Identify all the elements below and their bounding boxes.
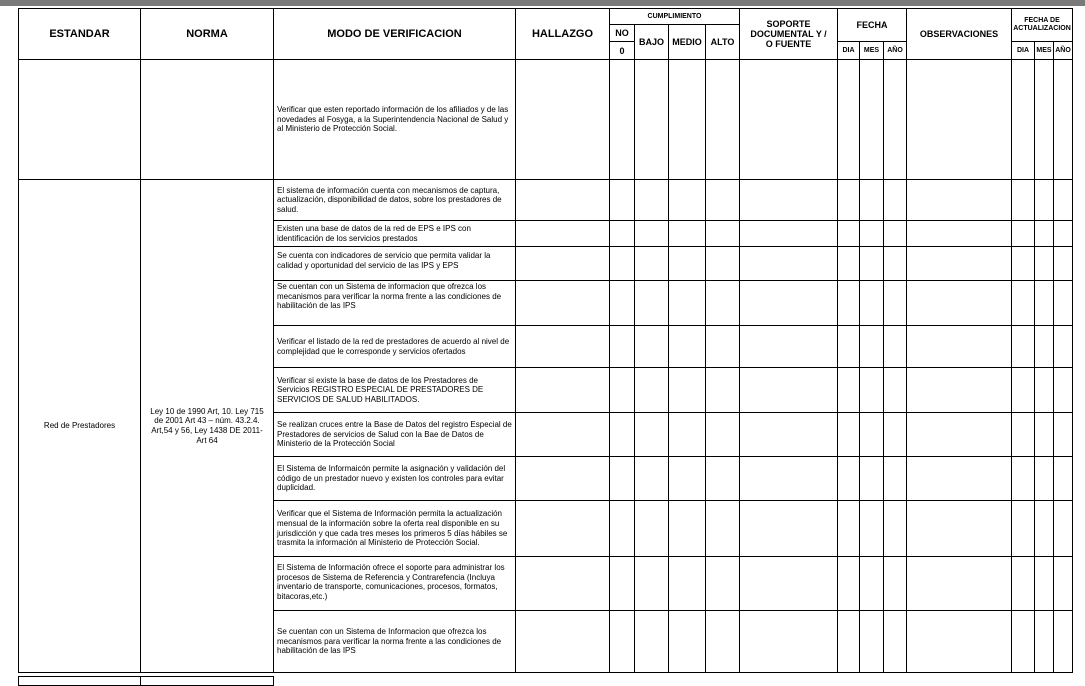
header-fecha: FECHA: [837, 8, 907, 42]
header-bajo: BAJO: [634, 24, 669, 60]
header-soporte-documental: SOPORTE DOCUMENTAL Y / O FUENTE: [739, 8, 838, 60]
header-medio: MEDIO: [668, 24, 706, 60]
header-fecha-mes: MES: [859, 41, 884, 60]
list-item-verification-4: Se cuentan con un Sistema de informacion que ofrezca los mecanismos para verificar la norma frente a las condiciones de habilitación de las IPS: [273, 280, 516, 326]
header-hallazgo: HALLAZGO: [515, 8, 610, 60]
header-fecha-anio: AÑO: [883, 41, 907, 60]
header-cumplimiento: CUMPLIMIENTO: [609, 8, 740, 25]
next-row-estandar-partial: [18, 676, 141, 686]
list-item-verification-5: Verificar el listado de la red de prestadores de acuerdo al nivel de complejidad que le corresponde y servicios ofertados: [273, 325, 516, 368]
header-no-value: 0: [609, 41, 635, 60]
list-item-verification-1: El sistema de información cuenta con mecanismos de captura, actualización, disponibilidad de datos, sobre los prestadores de salud.: [273, 179, 516, 221]
header-actualizacion-dia: DIA: [1011, 41, 1035, 60]
group-estandar: Red de Prestadores: [18, 179, 141, 673]
row1-modo-verificacion: Verificar que esten reportado información de los afiliados y de las novedades al Fosyga, a la Superintendencia Nacional de Salud y al Ministerio de Protección Social.: [273, 59, 516, 180]
header-estandar: ESTANDAR: [18, 8, 141, 60]
list-item-verification-6: Verificar si existe la base de datos de los Prestadores de Servicios REGISTRO ESPECIAL DE PRESTADORES DE SERVICIOS DE SALUD HABILITADOS.: [273, 367, 516, 413]
list-item-verification-8: El Sistema de Informaicón permite la asignación y validación del código de un prestador nuevo y existen los controles para evitar duplicidad.: [273, 456, 516, 501]
list-item-verification-2: Existen una base de datos de la red de EPS e IPS con identificación de los servicios prestados: [273, 220, 516, 247]
next-row-norma-partial: [140, 676, 274, 686]
header-fecha-actualizacion: FECHA DE ACTUALIZACION: [1011, 8, 1073, 42]
list-item-verification-11: Se cuentan con un Sistema de Informacion que ofrezca los mecanismos para verificar la norma frente a las condiciones de habilitación de las IPS: [273, 610, 516, 673]
header-no: NO: [609, 24, 635, 42]
header-norma: NORMA: [140, 8, 274, 60]
group-norma: Ley 10 de 1990 Art, 10. Ley 715 de 2001 Art 43 – núm. 43.2.4. Art,54 y 56, Ley 1438 DE 2011- Art 64: [140, 179, 274, 673]
list-item-verification-9: Verificar que el Sistema de Información permita la actualización mensual de la información sobre la oferta real disponible en su jurisdicción y que cada tres meses los primeros 5 días hábiles se trasmita la información al Ministerio de Protección Social.: [273, 500, 516, 557]
list-item-verification-3: Se cuenta con indicadores de servicio que permita validar la calidad y oportunidad del servicio de las IPS y EPS: [273, 246, 516, 281]
list-item-verification-7: Se realizan cruces entre la Base de Datos del registro Especial de Prestadores de servicios de Salud con la Bae de Datos de Ministerio de la Protección Social: [273, 412, 516, 457]
header-modo-verificacion: MODO DE VERIFICACION: [273, 8, 516, 60]
header-fecha-dia: DIA: [837, 41, 860, 60]
header-actualizacion-mes: MES: [1034, 41, 1054, 60]
header-alto: ALTO: [705, 24, 740, 60]
list-item-verification-10: El Sistema de Información ofrece el soporte para administrar los procesos de Sistema de Referencia y Contrarefencia (Incluya inventario de transporte, comunicaciones, procesos, formatos, bitacoras,etc.): [273, 556, 516, 611]
header-actualizacion-anio: AÑO: [1053, 41, 1073, 60]
header-observaciones: OBSERVACIONES: [906, 8, 1012, 60]
